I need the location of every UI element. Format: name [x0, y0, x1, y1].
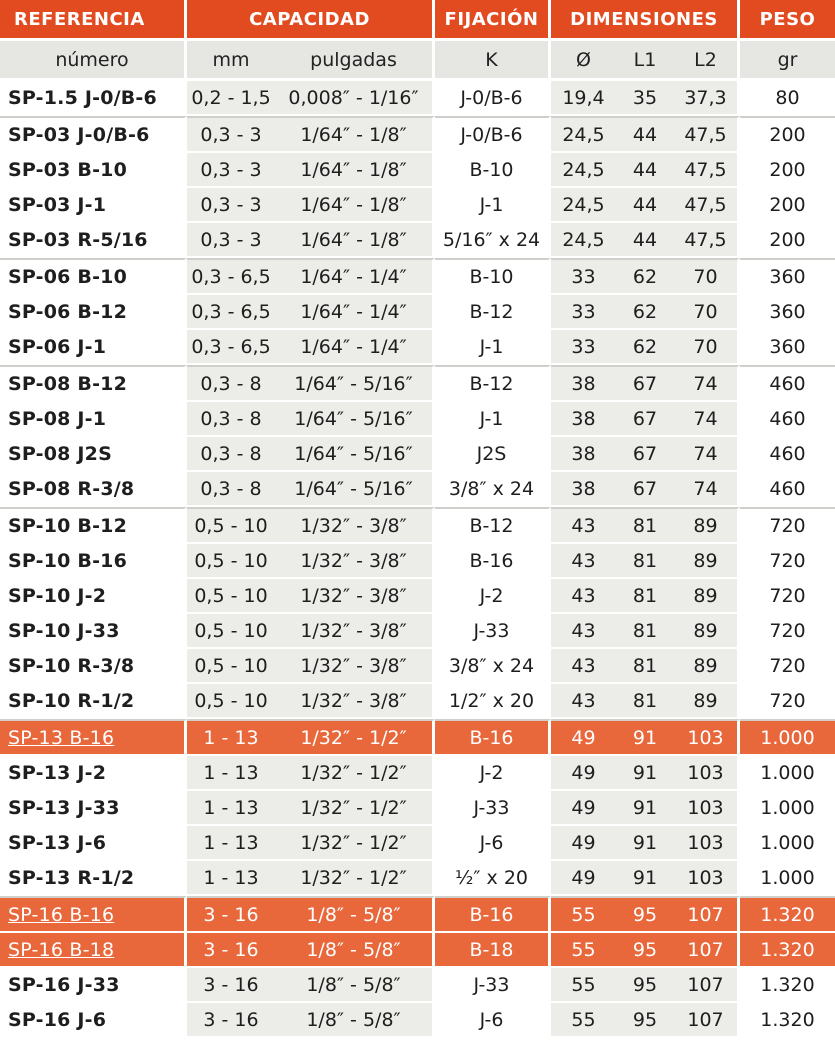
cell-capacity-mm: 1 - 13 [187, 719, 275, 756]
unit-mm: mm [187, 38, 275, 81]
header-fijacion: FIJACIÓN [435, 0, 551, 38]
cell-l1: 67 [616, 402, 674, 437]
cell-l1: 44 [616, 188, 674, 223]
cell-referencia: SP-08 J2S [0, 437, 187, 472]
cell-capacity-inch: 1/32″ - 1/2″ [275, 756, 435, 791]
cell-referencia: SP-08 R-3/8 [0, 472, 187, 507]
cell-capacity-inch: 1/64″ - 5/16″ [275, 472, 435, 507]
cell-l2: 107 [674, 1003, 740, 1038]
cell-diameter: 43 [551, 649, 616, 684]
cell-fixation: J-1 [435, 330, 551, 365]
cell-l1: 95 [616, 896, 674, 933]
cell-l2: 89 [674, 684, 740, 719]
cell-l2: 103 [674, 861, 740, 896]
cell-capacity-mm: 0,5 - 10 [187, 579, 275, 614]
cell-fixation: B-12 [435, 365, 551, 402]
cell-capacity-inch: 1/32″ - 3/8″ [275, 684, 435, 719]
cell-l1: 91 [616, 756, 674, 791]
cell-referencia: SP-16 J-33 [0, 968, 187, 1003]
cell-weight: 720 [740, 507, 835, 544]
cell-capacity-mm: 0,3 - 6,5 [187, 258, 275, 295]
table-row [0, 437, 835, 472]
cell-l2: 70 [674, 330, 740, 365]
cell-fixation: J-2 [435, 756, 551, 791]
cell-weight: 1.000 [740, 861, 835, 896]
cell-l2: 74 [674, 402, 740, 437]
cell-weight: 720 [740, 684, 835, 719]
cell-diameter: 33 [551, 258, 616, 295]
cell-capacity-mm: 0,3 - 8 [187, 437, 275, 472]
cell-capacity-inch: 1/64″ - 1/4″ [275, 330, 435, 365]
cell-l2: 74 [674, 437, 740, 472]
cell-diameter: 43 [551, 579, 616, 614]
cell-l2: 89 [674, 649, 740, 684]
cell-capacity-mm: 0,3 - 6,5 [187, 330, 275, 365]
cell-weight: 720 [740, 649, 835, 684]
cell-capacity-mm: 1 - 13 [187, 861, 275, 896]
table-row [0, 896, 835, 933]
cell-l1: 44 [616, 116, 674, 153]
cell-capacity-inch: 1/64″ - 5/16″ [275, 365, 435, 402]
cell-capacity-inch: 1/64″ - 1/8″ [275, 188, 435, 223]
cell-capacity-inch: 1/64″ - 1/8″ [275, 116, 435, 153]
cell-diameter: 24,5 [551, 116, 616, 153]
cell-l1: 81 [616, 684, 674, 719]
table-row [0, 719, 835, 756]
cell-weight: 460 [740, 402, 835, 437]
cell-capacity-inch: 1/64″ - 5/16″ [275, 402, 435, 437]
cell-weight: 720 [740, 544, 835, 579]
cell-capacity-inch: 1/32″ - 3/8″ [275, 579, 435, 614]
cell-capacity-mm: 0,3 - 3 [187, 116, 275, 153]
cell-referencia: SP-08 J-1 [0, 402, 187, 437]
cell-diameter: 38 [551, 472, 616, 507]
cell-diameter: 55 [551, 933, 616, 968]
cell-l2: 89 [674, 579, 740, 614]
cell-fixation: B-10 [435, 258, 551, 295]
cell-l2: 74 [674, 472, 740, 507]
cell-weight: 200 [740, 188, 835, 223]
cell-diameter: 55 [551, 968, 616, 1003]
header-capacidad: CAPACIDAD [187, 0, 435, 38]
cell-diameter: 49 [551, 756, 616, 791]
cell-diameter: 33 [551, 330, 616, 365]
cell-fixation: J-2 [435, 579, 551, 614]
cell-fixation: J-33 [435, 614, 551, 649]
cell-diameter: 49 [551, 791, 616, 826]
cell-l2: 89 [674, 544, 740, 579]
cell-diameter: 43 [551, 614, 616, 649]
cell-referencia: SP-10 J-33 [0, 614, 187, 649]
cell-capacity-inch: 1/8″ - 5/8″ [275, 1003, 435, 1038]
cell-fixation: J-33 [435, 791, 551, 826]
cell-referencia: SP-1.5 J-0/B-6 [0, 81, 187, 116]
cell-l2: 103 [674, 791, 740, 826]
cell-capacity-mm: 3 - 16 [187, 896, 275, 933]
table-row [0, 649, 835, 684]
cell-referencia[interactable]: SP-16 B-16 [0, 896, 187, 933]
cell-diameter: 55 [551, 1003, 616, 1038]
cell-weight: 200 [740, 153, 835, 188]
table-row [0, 933, 835, 968]
cell-fixation: B-16 [435, 719, 551, 756]
cell-capacity-mm: 0,3 - 8 [187, 472, 275, 507]
cell-l2: 47,5 [674, 116, 740, 153]
cell-referencia: SP-03 J-1 [0, 188, 187, 223]
table-row [0, 258, 835, 295]
cell-l2: 70 [674, 258, 740, 295]
cell-fixation: B-10 [435, 153, 551, 188]
cell-l1: 81 [616, 507, 674, 544]
cell-weight: 360 [740, 330, 835, 365]
table-row [0, 365, 835, 402]
cell-fixation: B-12 [435, 507, 551, 544]
cell-capacity-inch: 0,008″ - 1/16″ [275, 81, 435, 116]
cell-weight: 1.320 [740, 968, 835, 1003]
cell-diameter: 43 [551, 507, 616, 544]
cell-fixation: B-16 [435, 544, 551, 579]
cell-referencia: SP-16 J-6 [0, 1003, 187, 1038]
cell-weight: 1.000 [740, 756, 835, 791]
table-row [0, 116, 835, 153]
cell-weight: 360 [740, 258, 835, 295]
cell-referencia: SP-06 J-1 [0, 330, 187, 365]
cell-capacity-inch: 1/32″ - 1/2″ [275, 719, 435, 756]
cell-referencia: SP-03 J-0/B-6 [0, 116, 187, 153]
cell-l1: 91 [616, 791, 674, 826]
cell-fixation: 5/16″ x 24 [435, 223, 551, 258]
cell-l1: 81 [616, 649, 674, 684]
cell-capacity-inch: 1/32″ - 1/2″ [275, 791, 435, 826]
cell-capacity-inch: 1/64″ - 1/4″ [275, 295, 435, 330]
cell-diameter: 33 [551, 295, 616, 330]
cell-diameter: 55 [551, 896, 616, 933]
cell-diameter: 49 [551, 719, 616, 756]
header-dimensiones: DIMENSIONES [551, 0, 740, 38]
table-row [0, 579, 835, 614]
cell-fixation: B-12 [435, 295, 551, 330]
cell-l1: 81 [616, 579, 674, 614]
cell-l2: 47,5 [674, 153, 740, 188]
cell-weight: 720 [740, 614, 835, 649]
cell-l2: 47,5 [674, 223, 740, 258]
table-row [0, 684, 835, 719]
cell-weight: 460 [740, 437, 835, 472]
cell-referencia: SP-10 B-16 [0, 544, 187, 579]
cell-capacity-inch: 1/64″ - 1/8″ [275, 153, 435, 188]
cell-l2: 47,5 [674, 188, 740, 223]
unit-k: K [435, 38, 551, 81]
unit-diameter: Ø [551, 38, 616, 81]
cell-fixation: J-0/B-6 [435, 116, 551, 153]
cell-capacity-inch: 1/64″ - 1/4″ [275, 258, 435, 295]
cell-l1: 91 [616, 719, 674, 756]
cell-l1: 62 [616, 295, 674, 330]
table-row [0, 402, 835, 437]
cell-capacity-mm: 0,5 - 10 [187, 614, 275, 649]
cell-weight: 1.320 [740, 933, 835, 968]
cell-fixation: J-1 [435, 402, 551, 437]
table-row [0, 472, 835, 507]
cell-diameter: 49 [551, 826, 616, 861]
table-row [0, 614, 835, 649]
cell-fixation: J-0/B-6 [435, 81, 551, 116]
cell-l1: 81 [616, 544, 674, 579]
cell-weight: 80 [740, 81, 835, 116]
cell-diameter: 38 [551, 437, 616, 472]
cell-weight: 1.000 [740, 791, 835, 826]
header-unit-row [0, 38, 835, 81]
cell-referencia: SP-06 B-12 [0, 295, 187, 330]
cell-capacity-mm: 0,3 - 3 [187, 188, 275, 223]
unit-numero: número [0, 38, 187, 81]
cell-referencia: SP-03 B-10 [0, 153, 187, 188]
table-row [0, 153, 835, 188]
unit-gr: gr [740, 38, 835, 81]
cell-l2: 103 [674, 826, 740, 861]
table-row [0, 544, 835, 579]
cell-weight: 460 [740, 365, 835, 402]
table-row [0, 223, 835, 258]
cell-l1: 67 [616, 437, 674, 472]
cell-fixation: J-6 [435, 826, 551, 861]
cell-l1: 35 [616, 81, 674, 116]
cell-l1: 95 [616, 933, 674, 968]
cell-l2: 37,3 [674, 81, 740, 116]
cell-diameter: 43 [551, 684, 616, 719]
table-row [0, 330, 835, 365]
cell-l2: 70 [674, 295, 740, 330]
cell-capacity-mm: 0,2 - 1,5 [187, 81, 275, 116]
cell-diameter: 19,4 [551, 81, 616, 116]
cell-capacity-inch: 1/8″ - 5/8″ [275, 933, 435, 968]
cell-l1: 81 [616, 614, 674, 649]
table-row [0, 791, 835, 826]
cell-referencia: SP-10 R-3/8 [0, 649, 187, 684]
cell-referencia: SP-13 J-2 [0, 756, 187, 791]
table-body [0, 81, 835, 1038]
unit-l1: L1 [616, 38, 674, 81]
cell-fixation: ½″ x 20 [435, 861, 551, 896]
cell-referencia: SP-13 J-33 [0, 791, 187, 826]
unit-l2: L2 [674, 38, 740, 81]
cell-l1: 62 [616, 258, 674, 295]
cell-capacity-mm: 0,3 - 3 [187, 153, 275, 188]
cell-referencia: SP-06 B-10 [0, 258, 187, 295]
cell-weight: 720 [740, 579, 835, 614]
cell-capacity-inch: 1/32″ - 3/8″ [275, 649, 435, 684]
cell-referencia: SP-13 J-6 [0, 826, 187, 861]
cell-capacity-mm: 1 - 13 [187, 756, 275, 791]
cell-capacity-inch: 1/32″ - 1/2″ [275, 826, 435, 861]
cell-fixation: J-33 [435, 968, 551, 1003]
cell-diameter: 38 [551, 402, 616, 437]
cell-fixation: J-1 [435, 188, 551, 223]
cell-l1: 95 [616, 968, 674, 1003]
cell-l1: 67 [616, 472, 674, 507]
cell-capacity-inch: 1/64″ - 1/8″ [275, 223, 435, 258]
cell-referencia: SP-10 R-1/2 [0, 684, 187, 719]
cell-l2: 89 [674, 614, 740, 649]
cell-l2: 107 [674, 968, 740, 1003]
cell-capacity-mm: 0,5 - 10 [187, 649, 275, 684]
table-row [0, 295, 835, 330]
cell-capacity-mm: 3 - 16 [187, 1003, 275, 1038]
cell-l1: 62 [616, 330, 674, 365]
cell-capacity-mm: 0,3 - 6,5 [187, 295, 275, 330]
table-row [0, 861, 835, 896]
table-row [0, 1003, 835, 1038]
cell-fixation: 1/2″ x 20 [435, 684, 551, 719]
cell-diameter: 24,5 [551, 223, 616, 258]
table-row [0, 188, 835, 223]
cell-fixation: J2S [435, 437, 551, 472]
cell-referencia: SP-13 R-1/2 [0, 861, 187, 896]
cell-l1: 44 [616, 153, 674, 188]
cell-fixation: 3/8″ x 24 [435, 649, 551, 684]
cell-capacity-mm: 0,5 - 10 [187, 507, 275, 544]
cell-weight: 200 [740, 116, 835, 153]
table-row [0, 968, 835, 1003]
cell-weight: 360 [740, 295, 835, 330]
cell-capacity-mm: 0,5 - 10 [187, 544, 275, 579]
cell-referencia: SP-08 B-12 [0, 365, 187, 402]
cell-fixation: 3/8″ x 24 [435, 472, 551, 507]
cell-weight: 460 [740, 472, 835, 507]
cell-capacity-inch: 1/32″ - 1/2″ [275, 861, 435, 896]
cell-capacity-mm: 0,3 - 8 [187, 365, 275, 402]
cell-fixation: J-6 [435, 1003, 551, 1038]
cell-l2: 103 [674, 719, 740, 756]
cell-capacity-mm: 3 - 16 [187, 933, 275, 968]
cell-diameter: 24,5 [551, 188, 616, 223]
table-row [0, 507, 835, 544]
cell-l2: 74 [674, 365, 740, 402]
cell-capacity-inch: 1/64″ - 5/16″ [275, 437, 435, 472]
cell-referencia: SP-10 B-12 [0, 507, 187, 544]
cell-referencia[interactable]: SP-13 B-16 [0, 719, 187, 756]
unit-pulgadas: pulgadas [275, 38, 435, 81]
cell-capacity-mm: 1 - 13 [187, 826, 275, 861]
cell-diameter: 43 [551, 544, 616, 579]
header-group-row [0, 0, 835, 38]
cell-capacity-inch: 1/32″ - 3/8″ [275, 544, 435, 579]
cell-weight: 200 [740, 223, 835, 258]
cell-l1: 67 [616, 365, 674, 402]
cell-referencia: SP-10 J-2 [0, 579, 187, 614]
cell-referencia[interactable]: SP-16 B-18 [0, 933, 187, 968]
cell-l2: 107 [674, 933, 740, 968]
cell-capacity-mm: 0,5 - 10 [187, 684, 275, 719]
cell-l1: 91 [616, 861, 674, 896]
cell-capacity-mm: 0,3 - 8 [187, 402, 275, 437]
cell-capacity-inch: 1/8″ - 5/8″ [275, 968, 435, 1003]
cell-diameter: 49 [551, 861, 616, 896]
cell-capacity-inch: 1/32″ - 3/8″ [275, 614, 435, 649]
cell-fixation: B-18 [435, 933, 551, 968]
cell-capacity-inch: 1/32″ - 3/8″ [275, 507, 435, 544]
table-row [0, 81, 835, 116]
cell-diameter: 38 [551, 365, 616, 402]
cell-capacity-mm: 0,3 - 3 [187, 223, 275, 258]
cell-referencia: SP-03 R-5/16 [0, 223, 187, 258]
cell-weight: 1.320 [740, 1003, 835, 1038]
cell-l2: 107 [674, 896, 740, 933]
cell-weight: 1.320 [740, 896, 835, 933]
cell-weight: 1.000 [740, 826, 835, 861]
cell-l1: 95 [616, 1003, 674, 1038]
header-peso: PESO [740, 0, 835, 38]
cell-fixation: B-16 [435, 896, 551, 933]
cell-capacity-inch: 1/8″ - 5/8″ [275, 896, 435, 933]
cell-l1: 91 [616, 826, 674, 861]
table-row [0, 756, 835, 791]
cell-capacity-mm: 3 - 16 [187, 968, 275, 1003]
cell-capacity-mm: 1 - 13 [187, 791, 275, 826]
cell-diameter: 24,5 [551, 153, 616, 188]
header-referencia: REFERENCIA [0, 0, 187, 38]
table-row [0, 826, 835, 861]
cell-weight: 1.000 [740, 719, 835, 756]
cell-l1: 44 [616, 223, 674, 258]
cell-l2: 89 [674, 507, 740, 544]
cell-l2: 103 [674, 756, 740, 791]
